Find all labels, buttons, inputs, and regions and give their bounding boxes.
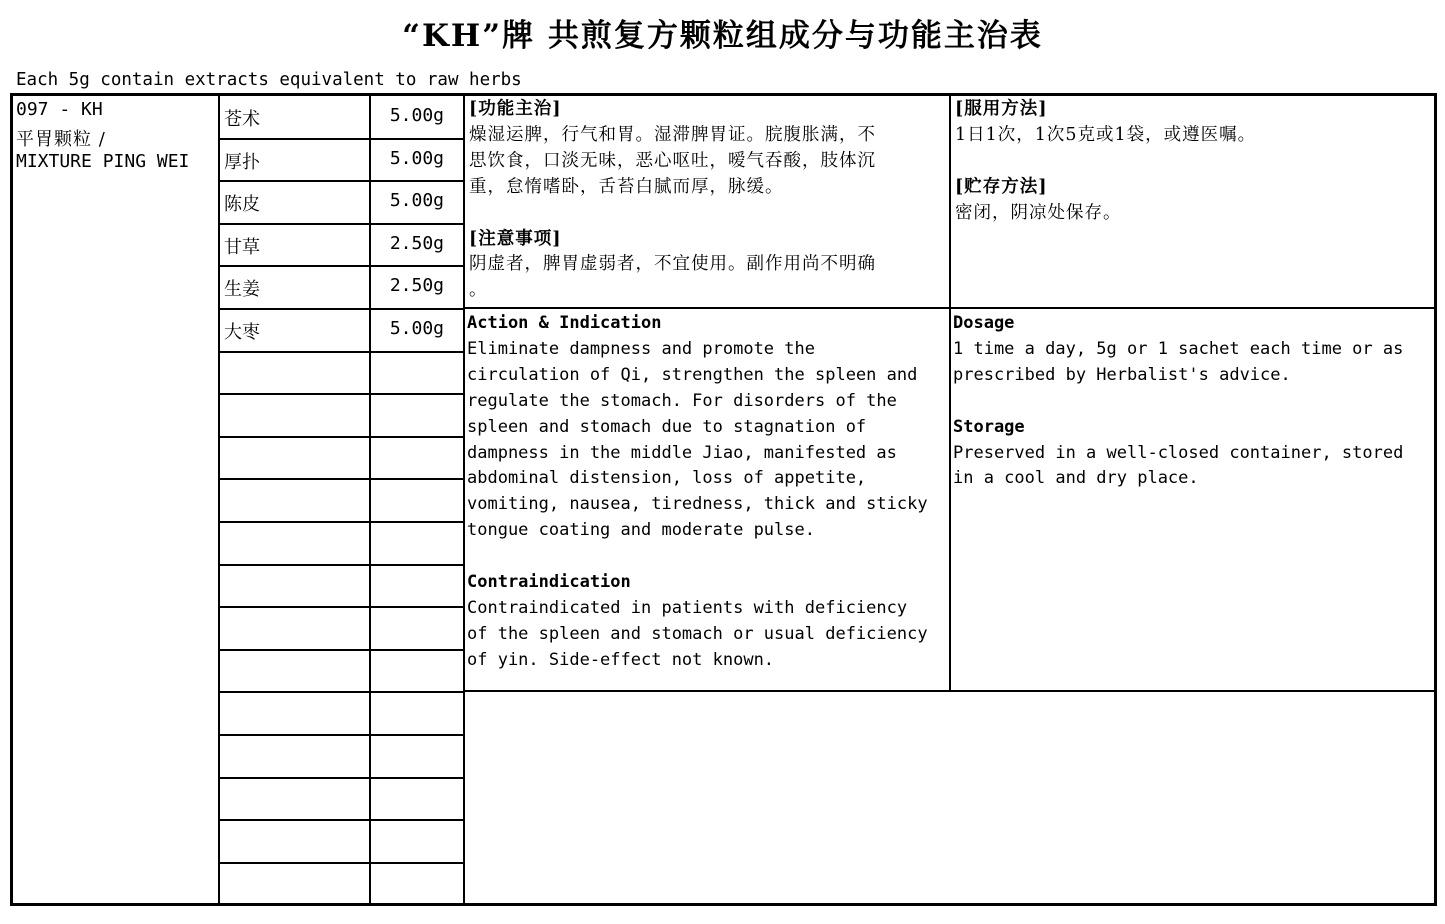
- cn-function-line: 思饮食，口淡无味，恶心呕吐，嗳气吞酸，肢体沉: [469, 150, 876, 171]
- cn-storage-heading: [贮存方法]: [955, 176, 1048, 197]
- en-action-line: tongue coating and moderate pulse.: [467, 520, 815, 541]
- en-action-line: spleen and stomach due to stagnation of: [467, 416, 867, 437]
- product-code: 097 - KH: [16, 99, 103, 120]
- cn-caution-line: 。: [469, 280, 488, 301]
- ingredient-dose: 5.00g: [389, 105, 444, 126]
- cn-function-heading: [功能主治]: [469, 99, 562, 119]
- cn-caution-line: 阴虚者，脾胃虚弱者，不宜使用。副作用尚不明确: [469, 254, 876, 275]
- en-action-line: circulation of Qi, strengthen the spleen and: [467, 364, 918, 385]
- cn-usage-heading: [服用方法]: [955, 99, 1048, 119]
- ingredient-row-divider: [218, 606, 465, 608]
- cn-function-line: 燥湿运脾，行气和胃。湿滞脾胃证。脘腹胀满，不: [469, 124, 876, 145]
- cn-storage-line: 密闭，阴凉处保存。: [955, 202, 1122, 223]
- ingredient-row-divider: [218, 138, 465, 140]
- ingredient-herb: 大枣: [224, 322, 260, 343]
- ingredient-row-divider: [218, 351, 465, 353]
- col-divider-4: [949, 95, 951, 692]
- col-divider-3: [463, 95, 465, 905]
- ingredient-row-divider: [218, 223, 465, 225]
- ingredient-row-divider: [218, 691, 465, 693]
- cn-usage-block: [955, 97, 1256, 227]
- en-dosage-line: prescribed by Herbalist's advice.: [953, 364, 1291, 385]
- cn-usage-line: 1日1次，1次5克或1袋，或遵医嘱。: [955, 124, 1257, 145]
- en-storage-line: Preserved in a well-closed container, stored: [953, 442, 1404, 463]
- ingredient-row-divider: [218, 180, 465, 182]
- en-action-line: vomiting, nausea, tiredness, thick and sticky: [467, 494, 928, 515]
- ingredient-row-divider: [218, 478, 465, 480]
- ingredient-herb: 生姜: [224, 279, 260, 300]
- ingredient-dose: 5.00g: [389, 148, 444, 169]
- col-divider-1: [218, 95, 220, 905]
- ingredient-row-divider: [218, 436, 465, 438]
- subtitle: Each 5g contain extracts equivalent to raw herbs: [16, 70, 522, 90]
- ingredient-row-divider: [218, 564, 465, 566]
- ingredient-dose: 5.00g: [389, 318, 444, 339]
- ingredient-row-divider: [218, 819, 465, 821]
- ingredient-row-divider: [218, 393, 465, 395]
- ingredient-herb: 甘草: [224, 237, 260, 258]
- ingredient-herb: 陈皮: [224, 194, 260, 215]
- en-action-line: abdominal distension, loss of appetite,: [467, 468, 867, 489]
- ingredient-row-divider: [218, 649, 465, 651]
- cn-caution-heading: [注意事项]: [469, 228, 562, 249]
- ingredient-row-divider: [218, 777, 465, 779]
- ingredient-row-divider: [218, 265, 465, 267]
- en-storage-line: in a cool and dry place.: [953, 468, 1199, 489]
- en-contra-line: of yin. Side-effect not known.: [467, 649, 775, 670]
- col-divider-2: [369, 95, 371, 905]
- ingredient-row-divider: [218, 734, 465, 736]
- en-dosage-block: [953, 311, 1403, 492]
- cn-function-line: 重，怠惰嗜卧，舌苔白腻而厚，脉缓。: [469, 176, 784, 197]
- en-action-line: regulate the stomach. For disorders of the: [467, 390, 897, 411]
- ingredient-row-divider: [218, 308, 465, 310]
- product-name-en: MIXTURE PING WEI: [16, 151, 190, 172]
- en-dosage-line: 1 time a day, 5g or 1 sachet each time or as: [953, 338, 1404, 359]
- en-contra-heading: Contraindication: [467, 572, 631, 593]
- en-contra-line: of the spleen and stomach or usual deficiency: [467, 623, 928, 644]
- ingredient-dose: 2.50g: [389, 275, 444, 296]
- en-contra-line: Contraindicated in patients with deficiency: [467, 597, 908, 618]
- ingredient-row-divider: [218, 862, 465, 864]
- ingredient-row-divider: [218, 521, 465, 523]
- ingredient-dose: 2.50g: [389, 233, 444, 254]
- ingredient-herb: 苍术: [224, 109, 260, 130]
- product-name-cn: 平胃颗粒 /: [16, 129, 106, 150]
- en-action-line: dampness in the middle Jiao, manifested as: [467, 442, 897, 463]
- row-divider-cn-en: [463, 307, 1435, 309]
- en-dosage-heading: Dosage: [953, 313, 1015, 333]
- cn-function-block: [469, 97, 876, 304]
- en-action-heading: Action & Indication: [467, 313, 662, 333]
- row-divider-info-end: [463, 690, 1435, 692]
- page-title: “KH”牌 共煎复方颗粒组成分与功能主治表: [402, 18, 1043, 54]
- ingredient-dose: 5.00g: [389, 190, 444, 211]
- en-action-line: Eliminate dampness and promote the: [467, 338, 815, 359]
- en-storage-heading: Storage: [953, 416, 1025, 437]
- en-action-block: [467, 311, 928, 674]
- ingredient-herb: 厚扑: [224, 152, 260, 173]
